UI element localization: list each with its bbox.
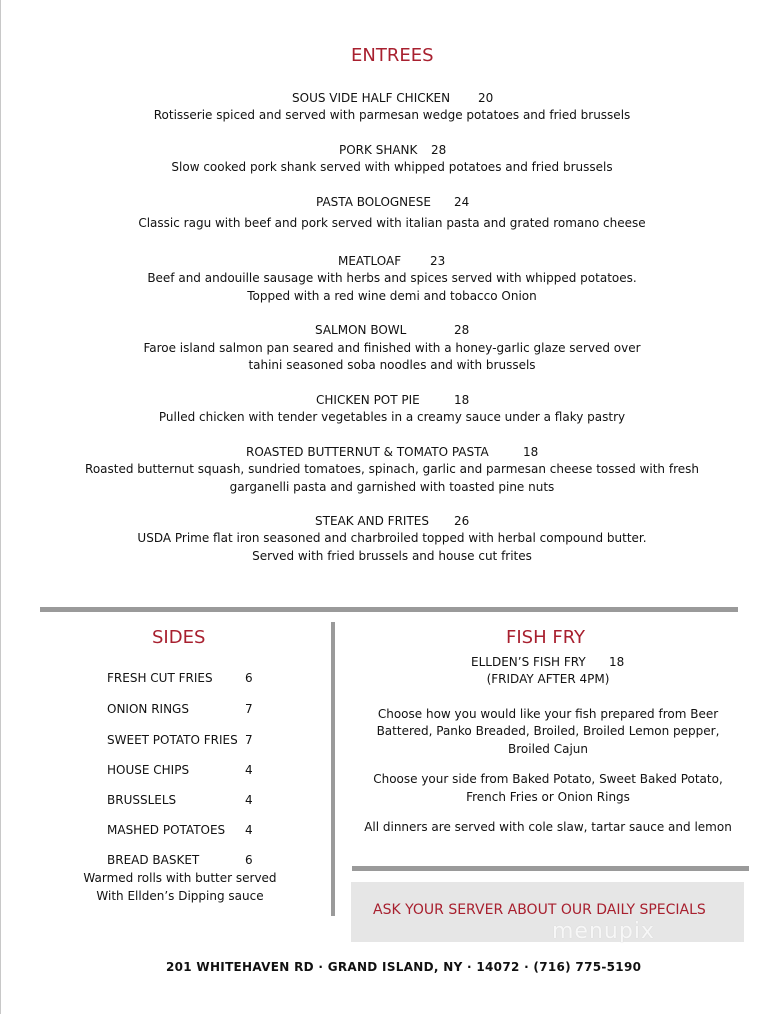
side-item-name: HOUSE CHIPS (107, 763, 190, 777)
watermark-text: menupix (552, 919, 655, 944)
side-item-price: 6 (245, 671, 253, 685)
entree-item (292, 90, 532, 108)
side-item-name: BRUSSLELS (107, 793, 177, 807)
side-item-price: 6 (245, 853, 253, 867)
side-item-price: 7 (245, 733, 253, 747)
entree-name: PASTA BOLOGNESE (316, 195, 431, 209)
section-divider (40, 607, 738, 612)
entree-price: 28 (454, 323, 470, 337)
fish-fry-title (471, 654, 641, 672)
bread-note: With Ellden’s Dipping sauce (96, 889, 264, 903)
entrees-heading: ENTREES (351, 45, 434, 66)
page-edge (0, 0, 1, 1014)
entree-name: STEAK AND FRITES (315, 514, 429, 528)
column-divider (331, 622, 335, 916)
entree-price: 28 (431, 143, 447, 157)
entree-name: SALMON BOWL (315, 323, 407, 337)
side-item-name: FRESH CUT FRIES (107, 671, 213, 685)
fish-fry-prep: Broiled Cajun (507, 742, 588, 756)
entree-description: Pulled chicken with tender vegetables in a creamy sauce under a flaky pastry (158, 410, 626, 424)
entree-name: PORK SHANK (339, 143, 418, 157)
side-item-price: 4 (245, 793, 253, 807)
side-item-name: SWEET POTATO FRIES (107, 733, 238, 747)
fish-fry-divider (352, 866, 749, 871)
entree-description: USDA Prime flat iron seasoned and charbroiled topped with herbal compound butter. (137, 531, 647, 545)
footer-address: 201 WHITEHAVEN RD · GRAND ISLAND, NY · 14072 · (716) 775-5190 (166, 960, 642, 974)
entree-price: 26 (454, 514, 470, 528)
entree-item (316, 194, 486, 212)
bread-note: Warmed rolls with butter served (83, 871, 277, 885)
entree-description: Slow cooked pork shank served with whipped potatoes and fried brussels (171, 160, 613, 174)
entree-price: 24 (454, 195, 470, 209)
fish-fry-heading: FISH FRY (506, 627, 586, 648)
fish-fry-sides: French Fries or Onion Rings (466, 790, 630, 804)
sides-heading: SIDES (152, 627, 206, 648)
fish-fry-dinner-note: All dinners are served with cole slaw, tartar sauce and lemon (364, 820, 732, 834)
entree-item (315, 322, 485, 340)
fish-fry-prep: Battered, Panko Breaded, Broiled, Broiled Lemon pepper, (376, 724, 720, 738)
entree-price: 18 (523, 445, 539, 459)
side-item-price: 7 (245, 702, 253, 716)
entree-description: Topped with a red wine demi and tobacco Onion (247, 289, 537, 303)
side-item-name: MASHED POTATOES (107, 823, 226, 837)
side-item-name: ONION RINGS (107, 702, 189, 716)
fish-fry-name: ELLDEN’S FISH FRY (471, 655, 586, 669)
entree-item (338, 253, 458, 271)
entree-item (315, 513, 485, 531)
specials-text: ASK YOUR SERVER ABOUT OUR DAILY SPECIALS (373, 902, 706, 918)
entree-name: ROASTED BUTTERNUT & TOMATO PASTA (246, 445, 489, 459)
entree-description: Served with fried brussels and house cut frites (252, 549, 532, 563)
fish-fry-availability: (FRIDAY AFTER 4PM) (486, 672, 610, 686)
entree-item (339, 142, 479, 160)
entree-name: SOUS VIDE HALF CHICKEN (292, 91, 451, 105)
entree-item (316, 392, 486, 410)
entree-item (246, 444, 546, 462)
entree-price: 18 (454, 393, 470, 407)
entree-description: Beef and andouille sausage with herbs and spices served with whipped potatoes. (147, 271, 637, 285)
entree-description: garganelli pasta and garnished with toasted pine nuts (229, 480, 555, 494)
fish-fry-prep: Choose how you would like your fish prepared from Beer (377, 707, 719, 721)
entree-name: CHICKEN POT PIE (316, 393, 420, 407)
side-item-price: 4 (245, 823, 253, 837)
entree-description: tahini seasoned soba noodles and with brussels (248, 358, 536, 372)
entree-description: Faroe island salmon pan seared and finished with a honey-garlic glaze served over (143, 341, 641, 355)
entree-price: 20 (478, 91, 494, 105)
side-item-price: 4 (245, 763, 253, 777)
entree-description: Classic ragu with beef and pork served with italian pasta and grated romano cheese (138, 216, 646, 230)
fish-fry-price: 18 (609, 655, 625, 669)
entree-description: Roasted butternut squash, sundried tomatoes, spinach, garlic and parmesan cheese tossed with fresh (85, 462, 699, 476)
fish-fry-sides: Choose your side from Baked Potato, Sweet Baked Potato, (373, 772, 723, 786)
side-item-name: BREAD BASKET (107, 853, 200, 867)
entree-description: Rotisserie spiced and served with parmesan wedge potatoes and fried brussels (153, 108, 631, 122)
entree-price: 23 (430, 254, 446, 268)
entree-name: MEATLOAF (338, 254, 402, 268)
